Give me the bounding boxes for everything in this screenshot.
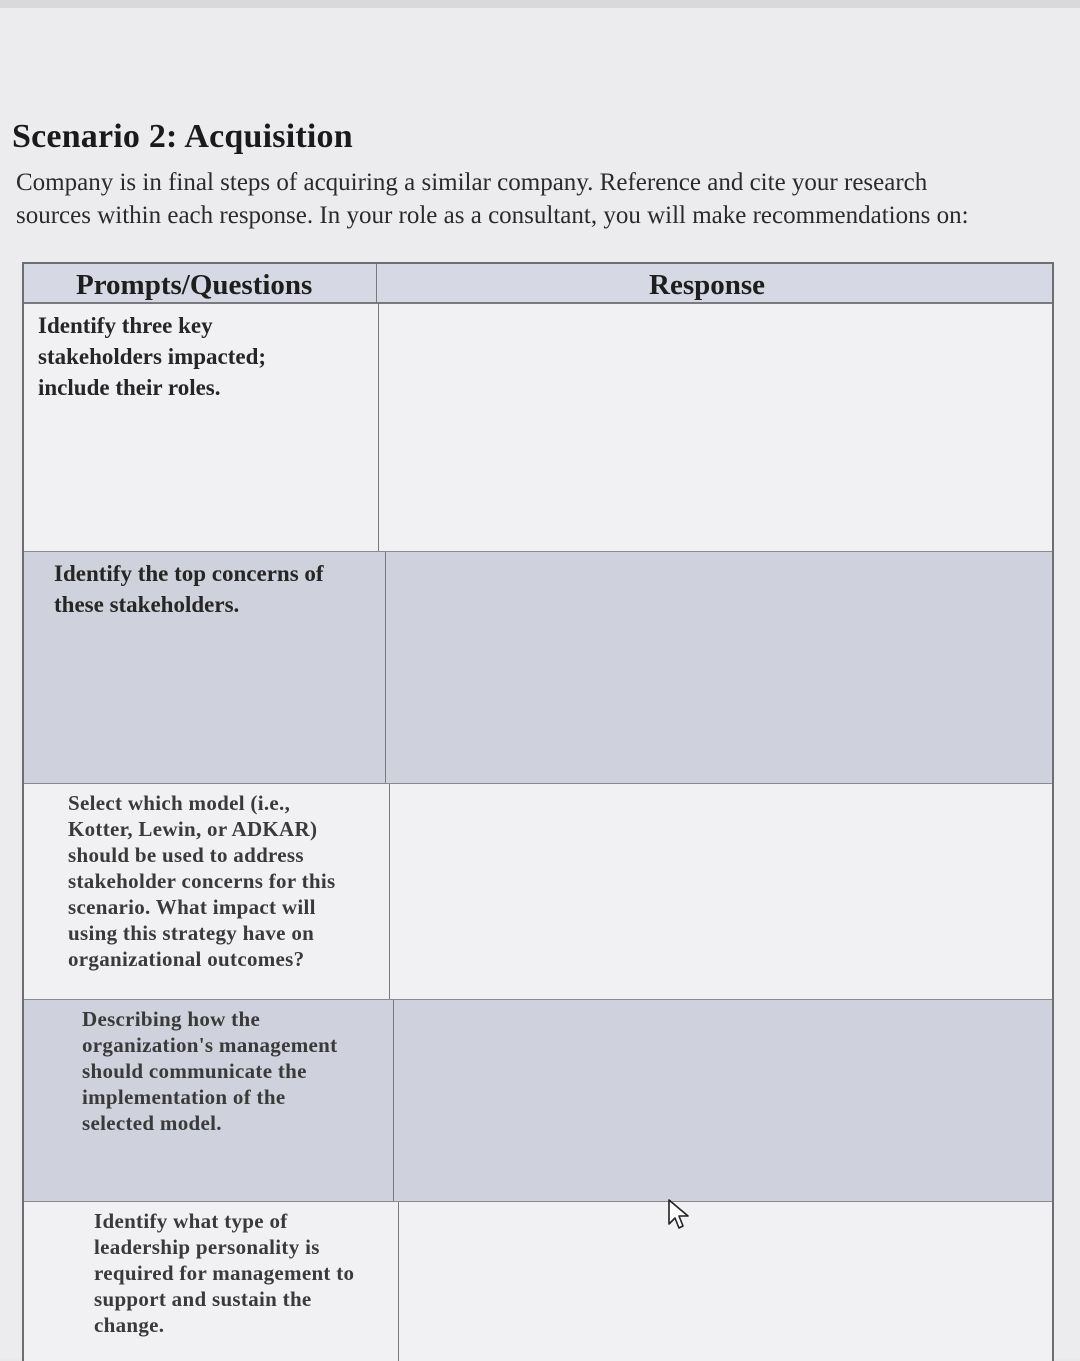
prompt-line: should communicate the <box>82 1059 307 1083</box>
prompt-line: Identify what type of <box>94 1209 288 1233</box>
prompt-line: support and sustain the <box>94 1287 312 1311</box>
prompt-line: organization's management <box>82 1033 338 1057</box>
prompt-line: these stakeholders. <box>54 592 240 617</box>
prompt-text <box>94 1208 354 1338</box>
prompt-text <box>82 1006 337 1136</box>
prompts-response-table <box>22 262 1054 1361</box>
prompt-line: should be used to address <box>68 843 304 867</box>
table-row <box>24 1202 1052 1361</box>
prompt-line: Describing how the <box>82 1007 261 1031</box>
prompt-line: selected model. <box>82 1111 222 1135</box>
prompt-cell <box>24 552 386 783</box>
prompt-text <box>68 790 336 972</box>
prompt-cell <box>24 784 390 999</box>
prompt-line: required for management to <box>94 1261 355 1285</box>
prompt-cell <box>24 1000 394 1201</box>
scenario-instructions <box>16 166 1056 232</box>
scenario-title: Scenario 2: Acquisition <box>12 118 353 155</box>
prompt-cell <box>24 1202 399 1361</box>
prompt-text <box>54 558 324 620</box>
header-response-label: Response <box>649 269 766 301</box>
response-cell[interactable] <box>394 1000 1052 1201</box>
prompt-line: Identify the top concerns of <box>54 561 324 586</box>
table-header-row <box>24 264 1052 304</box>
mouse-pointer-icon <box>666 1198 692 1232</box>
prompt-line: include their roles. <box>38 375 221 400</box>
table-row <box>24 784 1052 1000</box>
header-prompts-label: Prompts/Questions <box>76 269 313 301</box>
prompt-line: change. <box>94 1313 165 1337</box>
response-cell[interactable] <box>386 552 1052 783</box>
table-row <box>24 552 1052 784</box>
header-prompt-cell <box>24 264 377 302</box>
prompt-line: stakeholders impacted; <box>38 344 267 369</box>
prompt-line: stakeholder concerns for this <box>68 869 336 893</box>
table-row <box>24 1000 1052 1202</box>
prompt-text <box>38 310 266 403</box>
screen-top-edge <box>0 0 1080 8</box>
response-cell[interactable] <box>399 1202 1052 1361</box>
prompt-line: Kotter, Lewin, or ADKAR) <box>68 817 318 841</box>
intro-line-1: Company is in final steps of acquiring a similar company. Reference and cite your research <box>16 169 928 196</box>
response-cell[interactable] <box>390 784 1052 999</box>
prompt-line: scenario. What impact will <box>68 895 316 919</box>
table-row <box>24 304 1052 552</box>
response-cell[interactable] <box>379 304 1052 551</box>
prompt-line: organizational outcomes? <box>68 947 305 971</box>
prompt-line: implementation of the <box>82 1085 286 1109</box>
header-response-cell <box>377 264 1052 302</box>
prompt-line: Select which model (i.e., <box>68 791 291 815</box>
prompt-line: using this strategy have on <box>68 921 315 945</box>
prompt-line: leadership personality is <box>94 1235 320 1259</box>
intro-line-2: sources within each response. In your role as a consultant, you will make recommendations on: <box>16 202 969 229</box>
prompt-line: Identify three key <box>38 313 213 338</box>
prompt-cell <box>24 304 379 551</box>
